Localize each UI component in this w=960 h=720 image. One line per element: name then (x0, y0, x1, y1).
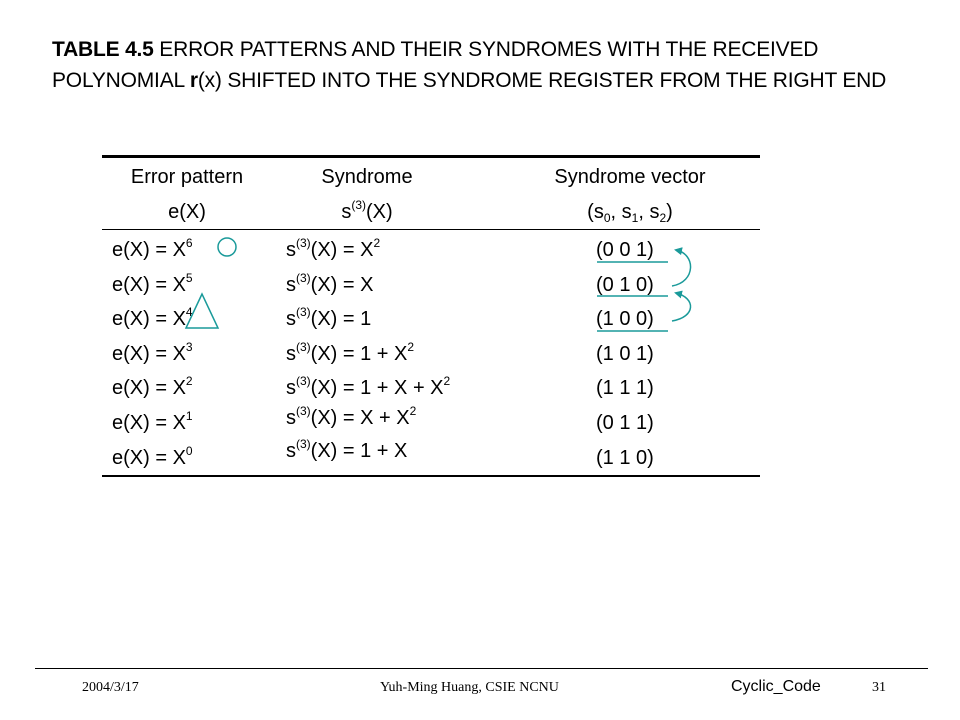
error-pattern-cell: $e(X) = X^3$ (112, 340, 193, 365)
title-text-2: (x) SHIFTED INTO THE SYNDROME REGISTER FROM THE RIGHT END (197, 69, 887, 92)
error-pattern-cell: $e(X) = X^5$ (112, 271, 193, 296)
header-syndrome-var: $s^{(3)}(X)$ (341, 198, 393, 223)
syndrome-vector-cell: (1 1 1) (596, 377, 654, 399)
shift-arrow-1 (672, 250, 691, 286)
footer-topic: Cyclic_Code (731, 678, 821, 695)
footer-date: 2004/3/17 (82, 680, 139, 695)
table-label: TABLE 4.5 (52, 38, 154, 61)
error-pattern-cell: $e(X) = X^6$ (112, 236, 193, 261)
table-bottom-rule (102, 475, 760, 477)
syndrome-vector-cell: (1 1 0) (596, 447, 654, 469)
syndrome-cell: $s^{(3)}(X) = X$ (286, 271, 374, 296)
title-bold-variable: r (189, 69, 198, 92)
shift-arrow-2 (672, 293, 691, 321)
footer-rule (35, 668, 928, 669)
syndrome-cell: $s^{(3)}(X) = 1 + X$ (286, 437, 408, 462)
title-text-1: ERROR PATTERNS AND THEIR SYNDROMES WITH THE RECEIVED POLYNOMIAL (52, 38, 819, 92)
syndrome-vector-cell: (0 0 1) (596, 239, 654, 261)
table-header-rule (102, 229, 760, 230)
footer-page-number: 31 (872, 680, 886, 695)
footer-author: Yuh-Ming Huang, CSIE NCNU (380, 680, 559, 695)
syndrome-cell: $s^{(3)}(X) = 1$ (286, 305, 372, 330)
error-pattern-cell: $e(X) = X^2$ (112, 374, 193, 399)
syndrome-vector-cell: (0 1 0) (596, 274, 654, 296)
header-syndrome-vector-var: ($s_0$, $s_1$, $s_2$) (587, 201, 673, 225)
slide-title (52, 34, 932, 96)
header-syndrome: Syndrome (321, 166, 413, 188)
error-pattern-cell: $e(X) = X^1$ (112, 409, 193, 434)
header-error-pattern: Error pattern (130, 166, 244, 188)
syndrome-vector-cell: (1 0 0) (596, 308, 654, 330)
table-top-rule (102, 155, 760, 158)
header-syndrome-vector: Syndrome vector (554, 166, 706, 188)
syndrome-cell: $s^{(3)}(X) = X + X^2$ (286, 404, 417, 429)
syndrome-cell: $s^{(3)}(X) = 1 + X + X^2$ (286, 374, 451, 399)
syndrome-cell: $s^{(3)}(X) = X^2$ (286, 236, 381, 261)
syndrome-cell: $s^{(3)}(X) = 1 + X^2$ (286, 340, 415, 365)
syndrome-vector-cell: (1 0 1) (596, 343, 654, 365)
highlight-circle (218, 238, 236, 256)
syndrome-vector-cell: (0 1 1) (596, 412, 654, 434)
header-error-var: e(X) (168, 201, 206, 223)
error-pattern-cell: $e(X) = X^4$ (112, 305, 193, 330)
error-pattern-cell: $e(X) = X^0$ (112, 444, 193, 469)
